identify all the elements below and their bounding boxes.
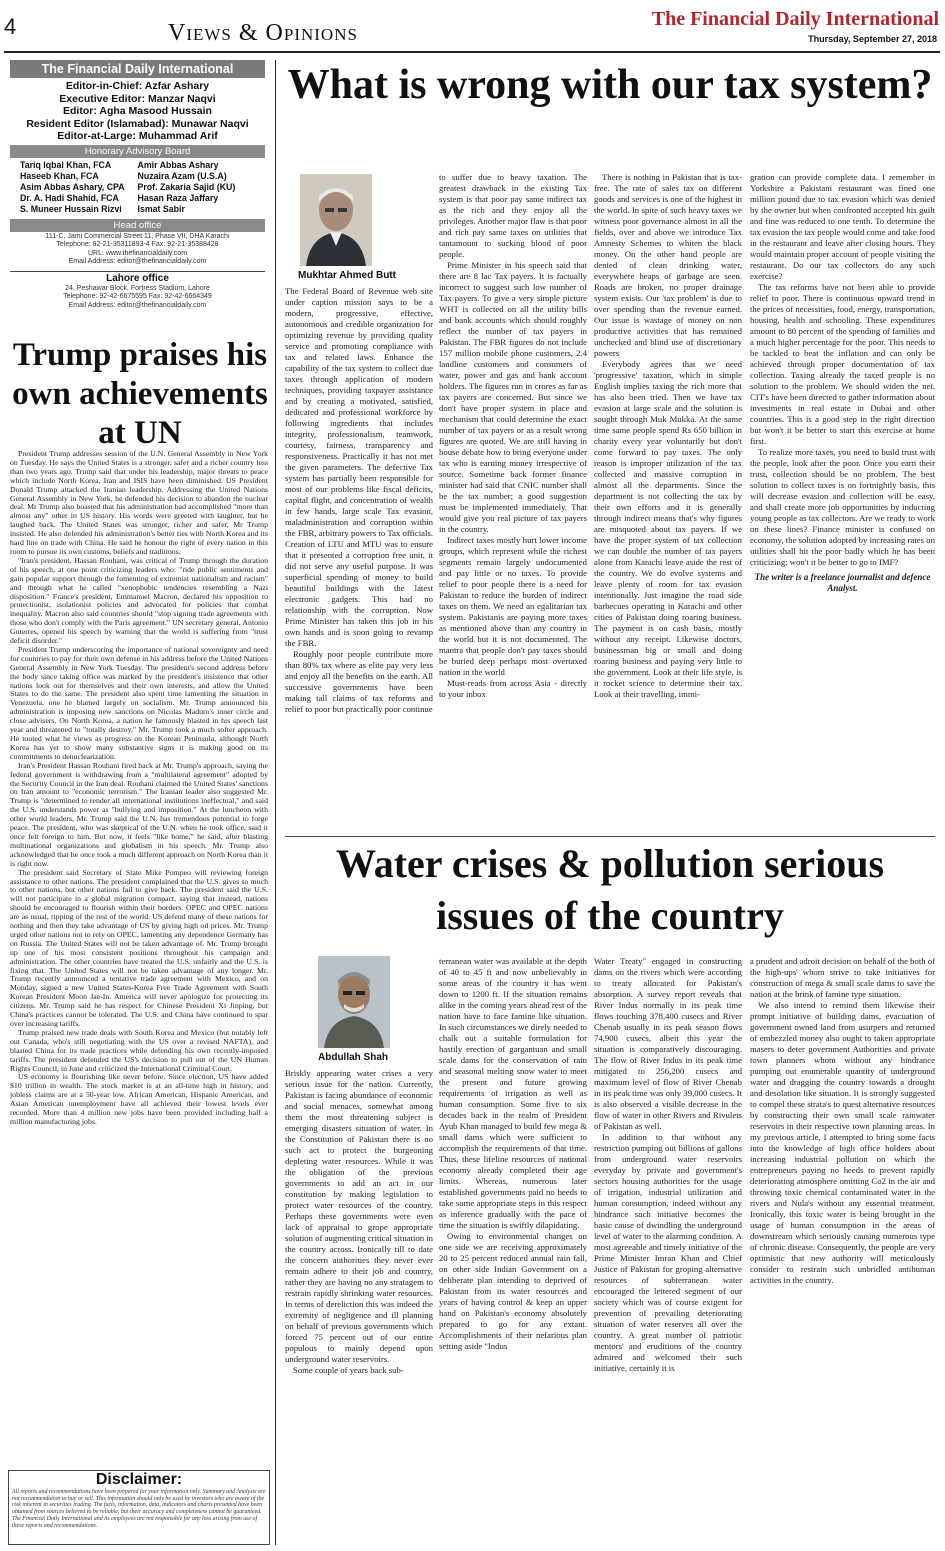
address-line: Telephone: 92-42-6675595 Fax: 92-42-6664349 [63,293,212,300]
staff-line: Executive Editor: Manzar Naqvi [59,92,216,105]
article-paragraph: The tax reforms have not been able to provide relief to poor. There is continuous upward trend in the prices of necessities, food, energy, transportation, housing, health and schooling. These expenditures amount to 80 percent of the spending of families and a much higher percentage for the poor. This needs to be tackled to beat the inflation and can only be achieved through proper documentation of tax collection. Taxing already the taxed people is no solution to the problem. We should widen the net. CIT's have been directed to gather information about investments in real estate in Dubai and other countries. This is a good step in the right direction but won't it be better to start this exercise at home first. [750,282,935,446]
masthead-box [10,60,265,340]
tax-column-4 [750,172,935,834]
author-portrait-icon [300,174,372,266]
publication-name: The Financial Daily International [651,8,939,30]
article-paragraph: The president said Secretary of State Mike Pompeo will reviewing foreign assistance to other nations. The president complained that the U.S. gives so much to other nations, but other nations fail to give back. The president said the U.S. will not participate in a global migration compact, saying that instead, nations should be encouraged to flourish within their borders. OPEC and OPEC nations are as usual, ripping of the rest of the world. US defend many of these nations for nothing and then they take advantage of US by giving high oil prices. Mr. Trump urged other nations not to rely on OPEC, lamenting any dependence Germany has on Russia. The United States will not be taken advantage of. Mr. Trump brought up one of his most consistent positions throughout his campaign and administration. The other countries have treated the U.S. unfairly and the U.S. is fixing that. The United States will not be taken advantage of any longer. Mr. Trump recently announced a tentative trade agreement with Mexico, and on Monday, signed a new United States-Korea Free Trade Agreement with South Korean President Moon Jae-In. America will never apologize for protecting its citizens. Mr. Trump said he has respect for Chinese President Xi Jinping, but China's practices cannot be tolerated. The U.S. and China have continued to spar over increasing tariffs. [10,867,268,1028]
editorial-staff [10,80,265,143]
article-paragraph: Owing to environmental changes on one side we are receiving approximately 20 to 25 percent reduced annual rain fall, on other side Indian Government on a deliberate plan intending to deprived of Pakistan from its water resources and years of having control & keep an upper hand on Pakistan's economy absolutely prepared to go for any extant. Accomplishments of their nefarious plan setting aside "Indus [439,1231,587,1351]
tax-column-3 [594,172,742,834]
article-separator [285,836,935,837]
disclaimer-title: Disclaimer: [95,1471,183,1488]
water-headline: Water crises & pollution serious issues of the country [335,841,885,938]
article-paragraph: US economy is flourishing like never before. Since election, US have added $10 trillion in wealth. The stock market is at an all-time high in history, and jobless claims are at a 50-year low. African American, Hispanic American, and Asian American unemployment have all achieved their lowest levels ever recorded. More than 4 million new jobs have been provided including half a million manufacturing jobs. [10,1072,268,1126]
lahore-office-address [10,284,265,312]
head-office-title: Head office [10,219,265,232]
address-line: Email Address: editor@thefinancialdaily.com [68,301,207,309]
article-paragraph: President Trump underscoring the importance of national sovereignty and need for countries to pay for their own defense in his address before the United Nations General Assembly in New York Tuesday. The president's second address before the body since taking office was marked by the president's insistence that other nations look out for themselves and their own interests, and allow the United States to do the same. The president also spent time lamenting the situation in Venezuela, one he blamed largely on socialism. Mr. Trump announced his administration is imposing new sanctions on Nicolas Maduro's inner circle and close advisers. On North Korea, a nation he famously blasted in his speech last year and threatened to "totally destroy," Mr. Trump took a much softer approach. He touted what he views as progress on the Korean Peninsula, although North Korea has yet to show many substantive signs it is making good on its commitments to denuclearization. [10,644,268,761]
water-column-1 [285,1068,433,1546]
article-paragraph: gration can provide complete data. I remember in Yorkshire a Pakistani restaurant was fined one million pound due to tax evasion which was denied by the owner but when confronted accepted his guilt and fine was reduced to one tenth. To determine the tax evasion the tax people would come and take food in the restaurant and leave after closing hours. They would maintain proper account of people visiting the restaurant. Do our tax collectors do any such exercise? [750,172,935,281]
article-paragraph: Roughly poor people contribute more than 80% tax where as elite pay very less and enjoy all the benefits on the earth. All successive governments have been making tall claims of tax reforms and relief to poor but practically poor continue [285,649,433,714]
water-column-4 [750,956,935,1546]
article-paragraph: Iran's President Hassan Rouhani fired back at Mr. Trump's approach, saying the federal government is withdrawing from a "multilateral agreement" adopted by the Security Council in the Iran deal. Rouhani claimed the United States' sanctions on Iran amount to "economic terrorism." The Iranian leader also suggested Mr. Trump is "determined to render all international institutions ineffectual," and said the U.S. understands power as "bullying and imposition." At the luncheon with other world leaders, Mr. Trump said the U.N. has tremendous potential to forge peace. The president, who was skeptical of the U.N. when he took office, said it once felt foreign to him. But now, it feels "like home," he said, after blasting multinational organizations and globalism in his speech. Mr. Trump also acknowledged that he once took a much different approach on North Korea than it is right now. [10,760,268,868]
advisor-name: Hasan Raza Jaffary [137,192,219,203]
author-byline: Mukhtar Ahmed Butt [298,270,396,281]
author-photo-mukhtar [300,174,372,266]
article-paragraph: Trump praised new trade deals with South Korea and Mexico (but notably left out Canada, who's still negotiating with the US over a revised NAFTA), and blasted China for its trade practices while defending his own recently-imposed tariffs. The president defended the US's decision to pull out of the UN Human Rights Council, in June and criticized the International Criminal Court. [10,1027,268,1073]
advisor-name: S. Muneer Hussain Rizvi [20,203,122,214]
trump-headline: Trump praises his own achievements at UN [12,337,268,451]
tax-column-2 [439,172,587,834]
article-paragraph: to suffer due to heavy taxation. The greatest drawback in the existing Tax system is that poor pay same indirect tax as the rich and they enjoy all the privileges. Another major flaw is that poor and rich pay same taxes on utilities that tantamount to sucking blood of poor people. [439,172,587,259]
address-line: 111-C, Jami Commercial Street 11, Phase VII, DHA Karachi [45,232,230,240]
staff-line: Editor-at-Large: Muhammad Arif [57,130,218,142]
disclaimer-text: All reports and recommendations have been prepared for your information only. Summary and Analysis are not recommendation to buy or sell. This information should only be used by investors who are aware of the risk inherent in securities trading. The facts, information, data, indicators and charts presented have been obtained from sources believed to be reliable, but their accuracy and completeness cannot be guaranteed. The Financial Daily International and its employees are not responsible for any loss arising from use of these reports and recommendations. [12,1489,266,1529]
address-line: 24, Peshawar Block, Fortress Stadium, Lahore [65,284,210,292]
author-photo-abdullah [318,956,390,1048]
address-line: Telephone: 92-21-35311893-4 Fax: 92-21-35388428 [56,241,219,248]
article-paragraph: President Trump addresses session of the U.N. General Assembly in New York on Tuesday. He says the United States is a stronger, safer and a richer country less than two years ago. Trump said that under his leadership, major threats to peace which include North Korea, Iran and ISIS have been diminished. US President Donald Trump attacked the Iranian leadership. Addressing the United Nations General Assembly in New York, he defended his decision to abandon the nuclear deal. Mr Trump also boasted that his administration had accomplished "more than almost any" other in US history. His words were greeted with laughter, but he laughed back. The United States was stronger, richer and safer, Mr Trump insisted. He also defended his administration's better ties with North Korea and its hard line on trade with China. He said he honour the right of every nation in this room to pursue its own customs, beliefs and traditions. [10,450,268,556]
article-paragraph: Water Treaty" engaged in constructing dams on the rivers which were according to treaty allocated for Pakistan's absorption. A survey report reveals that River Indus normally in its peak time flows touching 378,400 cusecs and River Chenab usually in its peak season flows 74,900 cusecs, albeit this year the situation is comparatively discouraging. The flow of River Indus in its peak time mitigated to 256,200 cusecs and maximum level of flow of River Chenab in its peak time was only 39,000 cusecs. It is also observed a visible decrease in the flow of water in other Rivers and Rivulets of Pakistan as well. [594,956,742,1131]
section-title: Views & Opinions [168,20,358,46]
author-signoff: The writer is a freelance journalist and defence Analyst. [754,572,931,593]
page-header [0,0,945,52]
staff-line: Editor-in-Chief: Azfar Ashary [65,80,210,92]
advisor-name: Ismat Sabir [137,203,185,214]
staff-line: Editor: Agha Masood Hussain [63,105,212,117]
tax-headline: What is wrong with our tax system? [287,62,933,108]
lahore-office-title: Lahore office [10,271,265,284]
publication-date: Thursday, September 27, 2018 [808,34,937,44]
staff-line: Resident Editor (Islamabad): Munawar Naqvi [26,117,249,130]
advisor-name: Prof. Zakaria Sajid (KU) [137,181,236,192]
article-paragraph: We also intend to remind them likewise their prompt initiative of building dams, evacuation of government owned land from usurpers and returned of embezzled money also ought to taken appropriate masers to deter government Authorities and private town planners whom without any hindrance pumping out enumerable quantity of underground water and dragging the country towards a drought and desolation like situation. It is strongly suggested to compel these strata's to quest alternative resources by constructing their own small scale rainwater reservoirs in their respective town planning areas. In my previous article, I attempted to bring some facts into the knowledge of high office holders about increasing industrial pollution on which the entrepreneurs paying no heeds to prevent rapidly deteriorating atmosphere omitting Co2 in the air and throwing toxic chemical contaminated water in the rivers and Nula's without any essential treatment. Ironically, this toxic water is being brought in the usage of human consumption in the areas of downstream which seriously causing numerous type of chronic disease. Consequently, the people are very optimistic that new authority will meticulously consider to restrain such unbridled antihuman activities in the country. [750,1000,935,1285]
article-paragraph: Some couple of years back sub- [293,1365,404,1375]
tax-column-1 [285,286,433,834]
author-byline: Abdullah Shah [318,1052,388,1063]
article-paragraph: To realize more taxes, you need to build trust with the people, look after the poor. Once you earn their trust, collection should be no problem. The best solution to collect taxes is on fortnightly basis, this will decrease evasion and collection will be easy, and shall create more job opportunities by inducting young people as tax collectors. Are we ready to work on these lines? Finance minister is confused on economy, the solution adopted by increasing rates on utilities shall hit the poor badly which he has been criticizing; won't it be better to go to IMF? [750,447,935,567]
article-paragraph: Prime Minister in his speech said that there are 8 lac Tax payers. It is factually incorrect to suggest such low number of Tax payers. To give a very simple picture WHT is collected on all the utility bills and bank accounts which should roughly reflect the number of tax payers in Pakistan. The FBR figures do not include 157 million mobile phone customers, 2.4 landline customers and consumers of water, power and gas and bank account holders. The figures run in crores as far as tax payers are concerned. But since we don't have proper system in place and mechanism that could determine the exact number of tax payers or as a result wrong figures are quoted. We are still having in house debate how to bring everyone under tax who is earning money irrespective of source. Sometime back former finance minister had said that CNIC number shall be the tax number; a good suggestion must be implemented immediately. That would give you real picture of tax payers in the country. [439,260,587,534]
article-paragraph: There is nothing in Pakistan that is tax-free. The rate of sales tax on different goods and services is one of the highest in the world. In spite of such heavy taxes we witness poor governance almost in all the fields, over and above we introduce Tax Amnesty Schemes to whiten the black money. On the other hand people are denied of clean drinking water, everywhere heaps of garbage are seen. Roads are broken, no proper drainage system exists. Our 'tax problem' is due to over spending than the revenue earned. Our issue is wastage of money on non productive activities that has remained unchecked and blind use of discretionary powers [594,172,742,358]
disclaimer-box [8,1470,270,1545]
trump-article-body [10,450,268,1465]
advisor-name: Amir Abbas Ashary [137,159,219,170]
article-paragraph: Everybody agrees that we need 'progressive' taxation, which in simple English implies taxing the rich more that has also been tried. Then we have tax evasion at large scale and the solution is sought through Muk Mukka. At the same time same people spend Rs 650 billion in charity every year voluntarily but don't come forward to pay taxes. The only reason is improper utilization of the tax collected and massive corruption in almost all the departments. Since the department is not collecting the tax by their own efforts and it is generally through indirect means that's why figures are misquoted about tax payers. If we have the proper system of tax collection we can double the number of tax payers alone from Karachi leave aside the rest of the country. We do evolve systems and leave plenty of room for tax evasion intentionally. Just imagine the road side barbecues operating in Karachi and other cities of Pakistan doing roaring business. The payment is on cash basis, mostly without any receipt. Likewise doctors, businessman big or small and doing roaring business and paying very little to the government. Look at their life style, is it rocket science to determine their tax. Look at their travelling, immi- [594,359,742,699]
article-paragraph: The Federal Board of Revenue web site under caption mission says to be a modern, progressive, effective, autonomous and credible organization for optimizing revenue by providing quality service and promoting compliance with tax and related laws. Enhance the capability of the tax system to collect due taxes through application of modern techniques, providing taxpayer assistance and by creating a motivated, satisfied, dedicated and professional workforce by following ingredients that includes integrity, professionalism, teamwork, courtesy, fairness, transparency and responsiveness. Practically it has not met the given parameters. The defective Tax system has partially been responsible for most of our problems like fiscal deficits, capital flight, and concentration of wealth in few hands, large scale Tax evasion, maladministration and corruption within the FBR, arbitrary powers to Tax officials. Creation of LTU and MTU was to ensure that it presented a corruption free unit, it did not serve any useful purpose. It was superficial spending of money to build beautiful buildings with the latest electronic gadgets. This had no relationship with the corruption. Now Prime Minister has taken this job in his own hands and is soon going to revamp the FBR. [285,286,433,648]
author-portrait-icon [318,956,390,1048]
water-column-2 [439,956,587,1546]
article-paragraph: Briskly appearing water crises a very serious issue for the nation. Currently, Pakistan is facing abundance of economic and social menaces, somewhat among them the most threatening subject is emerging disasters situation of water. In the Constitution of Pakistan there is no such act to protect the burgeoning depleting water resources. While it was the obligation of the previous governments to add an act in our constitution by making legislation to protect water resources of the country. Perhaps these governments were even lack of appraisal to grope appropriate solution of augmenting critical situation in the country across. Ironically till to date the concern authorities they never ever remain adhere to their job and country, rather they are having no any stratagem to restrain rapidly shrinking water resources. In terms of dereliction this was indeed the extremity of negligence and ill planning on behalf of previous governments which forced 75 percent out of our entire populous to mainly depend upon underground water reservoirs. [285,1068,433,1364]
article-paragraph: terranean water was available at the depth of 40 to 45 ft and now unbelievably in some areas of the country it has went down to 1200 ft. If the situation remains alike in the coming years ahead rest of the nation have to face famine like situation. In such circumstances we direly needed to chalk out a suitable formulation for hastily erection of gargantuan and small scale dams for the conservation of rain and seasonal melting snow water to meet the present and future growing requirements of irrigation as well as human consumption. Some five to six decades back in the realm of President Ayub Khan managed to build few mega & small dams which were sufficient to accomplish the requirements of that time. Thus, these lifeline resources of national economy already completed their age limits. Whereas, numerous later established governments paid no heeds to take some appropriate steps in this respect as inference gradually with the pace of time the situation is swiftly dilapidating. [439,956,587,1230]
advisory-board-list [10,158,265,217]
address-line: Email Address: editor@thefinancialdaily.com [68,258,207,265]
advisor-name: Tariq Iqbal Khan, FCA [20,159,112,170]
masthead-title: The Financial Daily International [10,60,265,78]
page-number: 4 [4,14,17,39]
article-paragraph: a prudent and adroit decision on behalf of the both of the high-ups' whom strive to take initiatives for construction of mega & small scale dams to save the nation at the brink of famine type situation. [750,956,935,999]
article-paragraph: Indirect taxes mostly hurt lower income groups, which represent while the richest segments remain largely undocumented and pay little or no taxes. To provide relief to poor people there is a need for Pakistan to reduce the burden of indirect taxes on them. We need an egalitarian tax system. Pakistanis are paying more taxes as mentioned above than any country in the world but it is not documented. The mantra that people don't pay taxes should be buried deep perhaps most overtaxed nation in the world [439,535,587,677]
advisor-name: Asim Abbas Ashary, CPA [20,181,125,192]
advisor-name: Nuzaira Azam (U.S.A) [137,170,227,181]
column-divider [275,60,276,1545]
advisory-board-title: Honorary Advisory Board [10,145,265,158]
header-rule [4,51,940,53]
advisor-name: Haseeb Khan, FCA [20,170,99,181]
water-column-3 [594,956,742,1546]
article-paragraph: "Iran's president, Hassan Rouhani, was critical of Trump through the duration of his speech, at one point criticizing leaders who: "ride public sentiments and gain popular support through the fomenting of extremist nationalism and racism" and through what he called "xenophobic tendencies resembling a Nazi disposition." France's president, Emmanuel Macron, declared his opposition to protectionist, isolationist policies and advocated for policies that combat inequality. Macron also said countries should "stop signing trade agreements with those who don't comply with the Paris agreement." UN secretary general, Antonio Guterres, opened his speech by warning that the world is suffering from "trust deficit disorder." [10,555,268,646]
advisor-name: Dr. A. Hadi Shahid, FCA [20,192,119,203]
article-paragraph: Must-reads from across Asia - directly to your inbox [439,678,587,699]
address-line: URL: www.thefinancialdaily.com [87,249,188,257]
head-office-address [10,232,265,268]
article-paragraph: In addition to that without any restriction pumping out billions of gallons from underground water reservoirs everyday by private and government's sectors housing authorities for the usage of irrigation, industrial utilization and human consumption, indeed without any hindrance such initiative becomes the basic cause of dwindling the underground level of water to the alarming condition. A most agreeable and timely initiative of the Prime Minister Imran Khan and Chief Justice of Pakistan for groping alternative resources of subterranean water encouraged the lettered segment of our society which was of course exigent for prevention of prevailing deteriorating situation of water reserves all over the country. A great number of patriotic mentors' and eruditions of the country admired and welcomed their such initiative, certainly it is [594,1132,742,1373]
